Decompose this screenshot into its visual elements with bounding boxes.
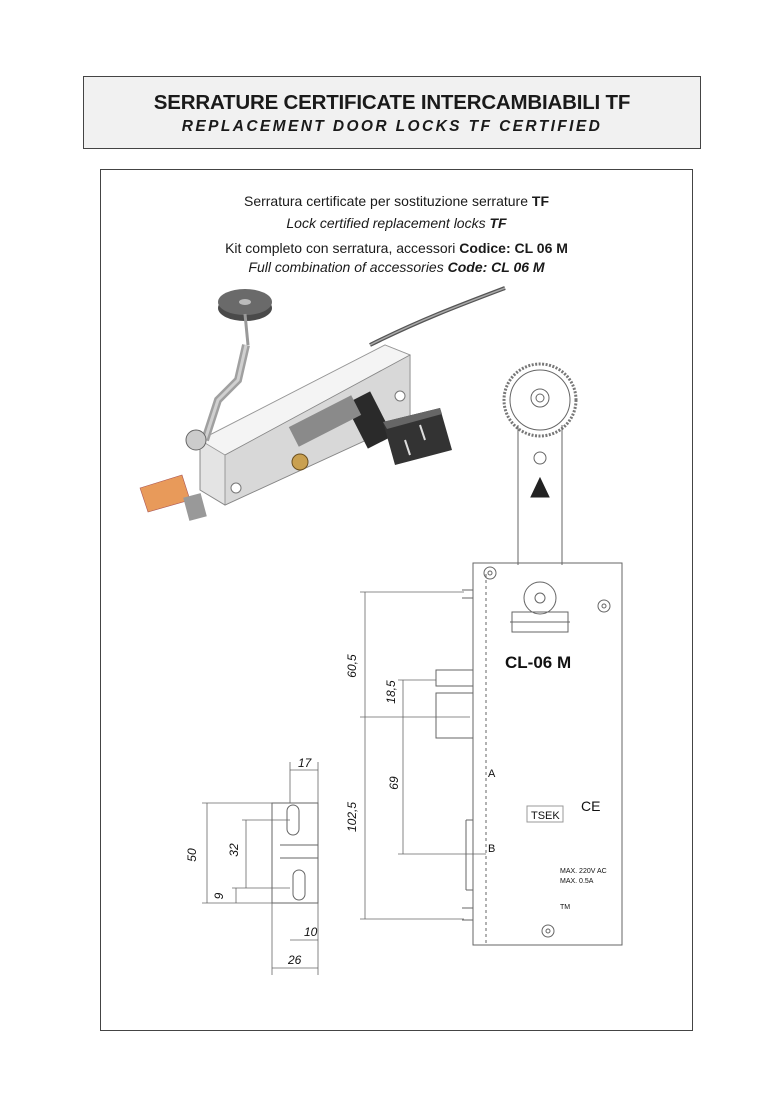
dimension-60-5: 60,5 [345,654,359,678]
lock-side-view-drawing [202,762,318,975]
rating-current-label: MAX. 0.5A [560,878,594,885]
model-label: CL-06 M [505,653,572,672]
contact-a-label: A [488,768,496,780]
contact-b-label: B [488,843,496,855]
dimension-26: 26 [288,953,302,967]
dimension-32: 32 [227,843,241,857]
description-italian-2: Kit completo con serratura, accessori Codice: CL 06 M [225,240,568,256]
dimension-102-5: 102,5 [345,801,359,833]
ce-mark-label: CE [581,798,601,814]
page-subtitle: REPLACEMENT DOOR LOCKS TF CERTIFIED [181,118,603,135]
tm-label: TM [560,904,571,911]
description-italian-1: Serratura certificate per sostituzione serrature TF [243,193,549,209]
dimension-9: 9 [212,892,226,900]
page-title: SERRATURE CERTIFICATE INTERCAMBIABILI TF [153,91,631,114]
dimension-69: 69 [387,776,401,790]
brand-label: TSEK [531,810,560,822]
description-english-1: Lock certified replacement locks TF [286,215,507,231]
rating-voltage-label: MAX. 220V AC [560,868,607,875]
dimension-18-5: 18,5 [384,680,398,704]
lock-product-photo [140,288,505,521]
dimension-10: 10 [304,925,318,939]
description-english-2: Full combination of accessories Code: CL 06 M [248,259,545,275]
dimension-17: 17 [298,756,312,770]
dimension-50: 50 [185,848,199,862]
